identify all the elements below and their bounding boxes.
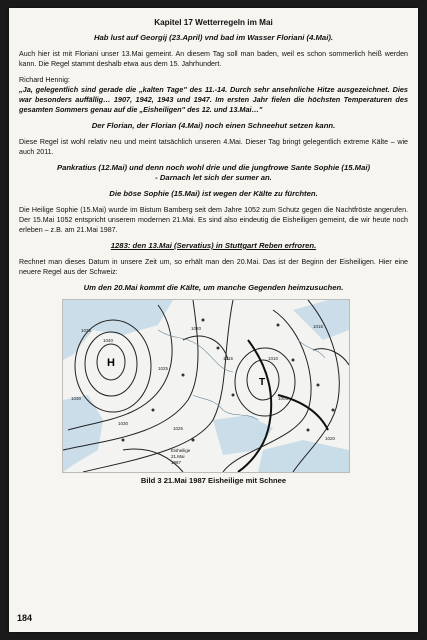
isobar-label: 1040 — [103, 338, 114, 343]
page-number: 184 — [17, 613, 33, 623]
author-label: Richard Hennig: — [19, 76, 70, 84]
figure-caption: Bild 3 21.Mai 1987 Eisheilige mit Schnee — [140, 476, 287, 485]
isobar-label: 1010 — [268, 356, 279, 361]
isobar-label: 1005 — [278, 396, 289, 401]
paragraph-20-mai: Rechnet man dieses Datum in unsere Zeit um, so erhält man den 20.Mai. Das ist der Beginn der Eisheiligen. Hier eine neuere Regel aus der Schweiz: — [19, 258, 408, 276]
sea-tint-areas — [63, 300, 349, 472]
inset-label-line-2: 21.Mai — [171, 454, 185, 459]
isobar-label: 1030 — [118, 421, 129, 426]
isobar-labels — [71, 324, 336, 441]
paragraph-4-mai: Diese Regel ist wohl relativ neu und meint tatsächlich unseren 4.Mai. Dieser Tag bringt gelegentlich extreme Kälte – wie auch 2011. — [19, 138, 408, 156]
isobar-label: 1015 — [223, 356, 234, 361]
hennig-quote: „Ja, gelegentlich sind gerade die „kalten Tage" des 11.-14. Durch sehr ansehnliche Hitze ausgezeichnet. Dies war besonders auffällig… 1907, 1942, 1943 und 1947. Im ersten Jahr fielen die höchsten Temperaturen des gesamten Sommers genau auf die „Eisheiligen" des 12. und 13.Mai…" — [19, 85, 408, 114]
weather-map — [62, 299, 350, 473]
weather-rule-1283: 1283: den 13.Mai (Servatius) in Stuttgart Reben erfroren. — [110, 241, 317, 250]
weather-rule-pankratius-line2: - Darnach let sich der sumer an. — [155, 173, 272, 182]
isobar-label: 1025 — [173, 426, 184, 431]
inset-label-line-1: Eisheilige — [171, 448, 191, 453]
page-content — [19, 18, 408, 485]
isobar-label: 1020 — [325, 436, 336, 441]
isobar-label: 1015 — [313, 324, 324, 329]
paragraph-floriani: Auch hier ist mit Floriani unser 13.Mai gemeint. An diesem Tag soll man baden, weil es schon sommerlich heiß werden kann. Die Regel stammt deshalb etwa aus dem 15. Jahrhundert. — [19, 50, 408, 68]
weather-rule-pankratius: Pankratius (12.Mai) und denn noch wohl drie und die jungfrowe Sante Sophie (15.Mai) — [56, 163, 371, 172]
weather-rule-georgij: Hab lust auf Georgij (23.April) vnd bad im Wasser Floriani (4.Mai). — [93, 33, 334, 42]
weather-rule-schweiz: Um den 20.Mai kommt die Kälte, um manche Gegenden heimzusuchen. — [83, 283, 344, 292]
map-inset-label — [171, 448, 191, 465]
weather-rule-florian: Der Florian, der Florian (4.Mai) noch einen Schneehut setzen kann. — [91, 121, 336, 130]
document-page — [9, 8, 418, 632]
low-pressure-label: T — [259, 377, 266, 388]
paragraph-sophie: Die Heilige Sophie (15.Mai) wurde im Bistum Bamberg seit dem Jahre 1052 zum Schutz gegen die Nachtfröste angerufen. Der 15.Mai 1052 entspricht unserem modernen 21.Mai. Es sind also eindeutig die Eisheiligen gemeint, die wir heute noch erleben – z.B. am 21.Mai 1987. — [19, 206, 408, 234]
high-pressure-label: H — [107, 357, 115, 369]
chapter-title: Kapitel 17 Wetterregeln im Mai — [154, 18, 273, 27]
inset-label-line-3: 1987 — [171, 460, 182, 465]
isobar-label: 1025 — [158, 366, 169, 371]
isobar-label: 1020 — [191, 326, 202, 331]
isobar-label: 1030 — [71, 396, 82, 401]
isobar-label: 1035 — [81, 328, 92, 333]
weather-rule-sophie: Die böse Sophie (15.Mai) ist wegen der Kälte zu fürchten. — [109, 189, 318, 198]
weather-map-svg — [63, 300, 349, 472]
